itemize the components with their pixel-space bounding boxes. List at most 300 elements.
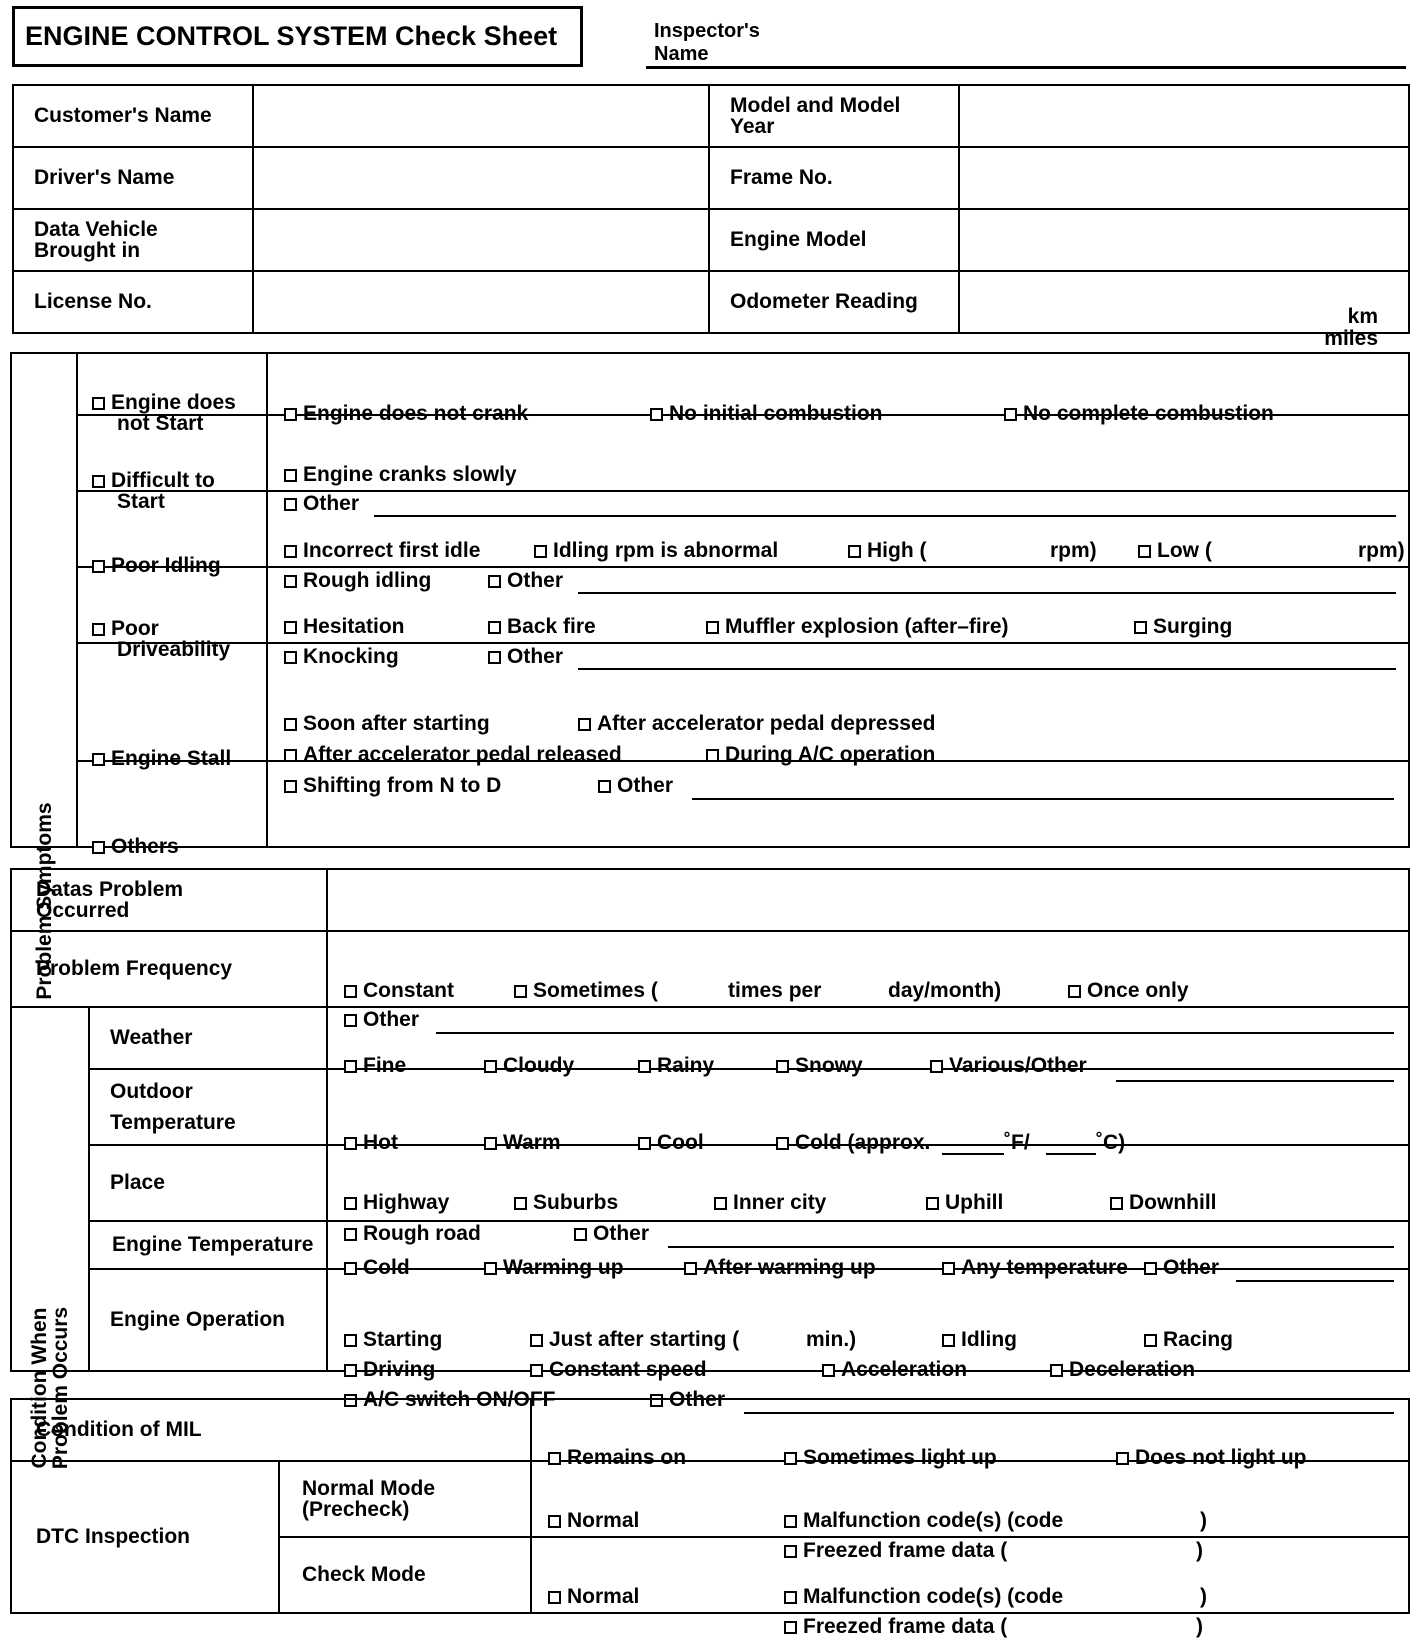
- checkbox[interactable]: [284, 780, 297, 793]
- no-complete-label: No complete combustion: [1023, 402, 1274, 425]
- once-only-option[interactable]: [1068, 977, 1189, 1005]
- downhill-option[interactable]: [1110, 1189, 1217, 1217]
- just-after-label: Just after starting (: [549, 1328, 740, 1351]
- sometimes-light-option[interactable]: [784, 1444, 997, 1472]
- checkbox[interactable]: [514, 1197, 527, 1210]
- data-vehicle-line2: Brought in: [34, 239, 141, 262]
- difficult-start-option[interactable]: [92, 470, 215, 512]
- unit-km: km: [1347, 305, 1378, 328]
- stall-other-option[interactable]: [598, 772, 673, 800]
- checkbox[interactable]: [822, 1364, 835, 1377]
- any-temp-label: Any temperature: [961, 1256, 1128, 1279]
- temp-f-field[interactable]: [942, 1153, 1004, 1155]
- engine-no-start-line2: not Start: [117, 412, 204, 435]
- normal-mode-freezed-close: ): [1196, 1539, 1203, 1562]
- engine-stall-options: [267, 643, 1409, 797]
- outdoor-temp-line2: Temperature: [110, 1111, 236, 1134]
- checkbox[interactable]: [344, 1197, 357, 1210]
- condition-label-line2: Problem Occurs: [49, 1306, 72, 1470]
- deceleration-label: Deceleration: [1069, 1358, 1196, 1381]
- warm-option[interactable]: [484, 1129, 561, 1157]
- uphill-label: Uphill: [945, 1191, 1004, 1214]
- normal-mode-options: [531, 1461, 1409, 1562]
- drive-other-label: Other: [507, 645, 564, 668]
- normal-mode-malfunction-option[interactable]: [784, 1507, 1063, 1535]
- checkbox[interactable]: [650, 408, 663, 421]
- checkbox[interactable]: [92, 560, 105, 573]
- checkbox[interactable]: [92, 623, 105, 636]
- no-initial-option[interactable]: [650, 400, 883, 428]
- cloudy-label: Cloudy: [503, 1054, 575, 1077]
- checkbox[interactable]: [784, 1545, 797, 1558]
- checkbox[interactable]: [684, 1262, 697, 1275]
- vehicle-info-table: [12, 84, 1410, 350]
- engine-cold-option[interactable]: [344, 1254, 410, 1282]
- surging-label: Surging: [1153, 615, 1233, 638]
- muffler-option[interactable]: [706, 613, 1009, 641]
- checkbox[interactable]: [284, 575, 297, 588]
- model-year-field[interactable]: [959, 85, 1409, 147]
- rainy-label: Rainy: [657, 1054, 715, 1077]
- idling-other-field[interactable]: [578, 592, 1396, 594]
- ac-switch-label: A/C switch ON/OFF: [363, 1388, 556, 1411]
- idling-option[interactable]: [942, 1326, 1017, 1354]
- date-occurred-line1: Datas Problem: [36, 878, 184, 901]
- sometimes-light-label: Sometimes light up: [803, 1446, 997, 1469]
- frequency-other-field[interactable]: [436, 1032, 1394, 1034]
- various-label: Various/Other: [949, 1054, 1087, 1077]
- checkbox[interactable]: [514, 985, 527, 998]
- checkbox[interactable]: [714, 1197, 727, 1210]
- checkbox[interactable]: [484, 1060, 497, 1073]
- high-label: High (: [867, 539, 927, 562]
- shifting-label: Shifting from N to D: [303, 774, 502, 797]
- after-pedal-depressed-option[interactable]: [578, 710, 935, 738]
- place-other-option[interactable]: [574, 1220, 649, 1248]
- normal-mode-label: [279, 1461, 531, 1537]
- frequency-other-label: Other: [363, 1008, 420, 1031]
- checkbox[interactable]: [1050, 1364, 1063, 1377]
- checkbox[interactable]: [344, 1262, 357, 1275]
- others-label: Others: [111, 835, 179, 858]
- checkbox[interactable]: [484, 1262, 497, 1275]
- inspector-name-field[interactable]: [646, 66, 1406, 69]
- drive-other-field[interactable]: [578, 668, 1396, 670]
- snowy-label: Snowy: [795, 1054, 863, 1077]
- acceleration-label: Acceleration: [841, 1358, 968, 1381]
- checkbox[interactable]: [92, 841, 105, 854]
- license-no-field[interactable]: [253, 271, 709, 333]
- knocking-option[interactable]: [284, 643, 399, 671]
- just-after-option[interactable]: [530, 1326, 739, 1354]
- racing-option[interactable]: [1144, 1326, 1233, 1354]
- driving-option[interactable]: [344, 1356, 435, 1384]
- checkbox[interactable]: [284, 718, 297, 731]
- poor-driveability-option[interactable]: [92, 618, 230, 660]
- highway-option[interactable]: [344, 1189, 449, 1217]
- problem-symptoms-label: Problem Symptoms: [33, 802, 56, 1000]
- incorrect-first-idle-label: Incorrect first idle: [303, 539, 481, 562]
- checkbox[interactable]: [784, 1452, 797, 1465]
- no-initial-label: No initial combustion: [669, 402, 883, 425]
- weather-options: [327, 1007, 1409, 1077]
- checkbox[interactable]: [598, 780, 611, 793]
- cold-approx-label: Cold (approx.: [795, 1131, 931, 1154]
- various-option[interactable]: [930, 1052, 1087, 1080]
- constant-speed-option[interactable]: [530, 1356, 707, 1384]
- checkbox[interactable]: [776, 1060, 789, 1073]
- back-fire-label: Back fire: [507, 615, 596, 638]
- deg-f-label: ˚F/: [1004, 1131, 1030, 1154]
- others-cell[interactable]: [77, 761, 267, 858]
- idling-abnormal-option[interactable]: [534, 537, 778, 565]
- check-mode-normal-option[interactable]: [548, 1583, 639, 1611]
- checkbox[interactable]: [284, 498, 297, 511]
- frequency-options: [327, 931, 1409, 1031]
- checkbox[interactable]: [344, 1334, 357, 1347]
- checkbox[interactable]: [284, 469, 297, 482]
- low-rpm-option[interactable]: [1138, 537, 1212, 565]
- during-ac-option[interactable]: [706, 741, 935, 769]
- engine-model-label: Engine Model: [709, 209, 959, 271]
- normal-mode-freezed-option[interactable]: [784, 1537, 1007, 1565]
- checkbox[interactable]: [284, 545, 297, 558]
- checkbox[interactable]: [1004, 408, 1017, 421]
- knocking-label: Knocking: [303, 645, 399, 668]
- check-mode-freezed-close: ): [1196, 1615, 1203, 1638]
- checkbox[interactable]: [1068, 985, 1081, 998]
- frequency-other-option[interactable]: [344, 1006, 419, 1034]
- cold-approx-option[interactable]: [776, 1129, 930, 1157]
- no-complete-option[interactable]: [1004, 400, 1274, 428]
- checkbox[interactable]: [344, 985, 357, 998]
- mil-condition-label: Condition of MIL: [11, 1399, 531, 1461]
- engine-stall-label: Engine Stall: [111, 747, 232, 770]
- incorrect-first-idle-option[interactable]: [284, 537, 480, 565]
- problem-symptoms-section: [11, 353, 77, 1000]
- checkbox[interactable]: [92, 475, 105, 488]
- starting-option[interactable]: [344, 1326, 442, 1354]
- checkbox[interactable]: [534, 545, 547, 558]
- data-vehicle-field[interactable]: [253, 209, 709, 271]
- no-crank-label: Engine does not crank: [303, 402, 529, 425]
- poor-idling-label: Poor Idling: [111, 554, 221, 577]
- after-warming-option[interactable]: [684, 1254, 876, 1282]
- customer-name-field[interactable]: [253, 85, 709, 147]
- uphill-option[interactable]: [926, 1189, 1003, 1217]
- poor-idling-option[interactable]: [92, 552, 221, 580]
- frame-no-label: Frame No.: [709, 147, 959, 209]
- checkbox[interactable]: [848, 545, 861, 558]
- date-occurred-label: [11, 869, 327, 931]
- poor-idling-options: [267, 491, 1409, 592]
- checkbox[interactable]: [548, 1515, 561, 1528]
- checkbox[interactable]: [638, 1137, 651, 1150]
- model-year-line2: Year: [730, 115, 775, 138]
- checkbox[interactable]: [1138, 545, 1151, 558]
- checkbox[interactable]: [942, 1262, 955, 1275]
- stall-other-label: Other: [617, 774, 674, 797]
- check-mode-freezed-option[interactable]: [784, 1613, 1007, 1641]
- checkbox[interactable]: [926, 1197, 939, 1210]
- engine-op-options: [327, 1269, 1409, 1411]
- rough-idling-label: Rough idling: [303, 569, 432, 592]
- checkbox[interactable]: [706, 621, 719, 634]
- after-pedal-depressed-label: After accelerator pedal depressed: [597, 712, 936, 735]
- checkbox[interactable]: [92, 753, 105, 766]
- odometer-field[interactable]: [959, 271, 1409, 350]
- place-label: Place: [89, 1145, 327, 1221]
- during-ac-label: During A/C operation: [725, 743, 936, 766]
- normal-mode-line1: Normal Mode: [302, 1477, 436, 1500]
- acceleration-option[interactable]: [822, 1356, 967, 1384]
- times-per-label: times per: [728, 979, 822, 1002]
- poor-driveability-line2: Driveability: [117, 638, 231, 661]
- driving-label: Driving: [363, 1358, 436, 1381]
- normal-mode-malfunction-close: ): [1200, 1509, 1207, 1532]
- check-mode-freezed-label: Freezed frame data (: [803, 1615, 1008, 1638]
- outdoor-temp-label: [89, 1069, 327, 1145]
- data-vehicle-label: [13, 209, 253, 271]
- rough-idling-option[interactable]: [284, 567, 431, 595]
- temp-c-field[interactable]: [1046, 1153, 1096, 1155]
- racing-label: Racing: [1163, 1328, 1234, 1351]
- difficult-start-line1: Difficult to: [111, 469, 215, 492]
- rough-road-option[interactable]: [344, 1220, 481, 1248]
- place-other-field[interactable]: [668, 1246, 1394, 1248]
- odometer-label: Odometer Reading: [709, 271, 959, 333]
- once-only-label: Once only: [1087, 979, 1189, 1002]
- snowy-option[interactable]: [776, 1052, 863, 1080]
- engine-model-field[interactable]: [959, 209, 1409, 271]
- checkbox[interactable]: [284, 749, 297, 762]
- remains-on-label: Remains on: [567, 1446, 687, 1469]
- normal-mode-freezed-label: Freezed frame data (: [803, 1539, 1008, 1562]
- engine-cold-label: Cold: [363, 1256, 410, 1279]
- cranks-slowly-option[interactable]: [284, 461, 517, 489]
- engine-temp-label: Engine Temperature: [89, 1221, 327, 1269]
- checkbox[interactable]: [548, 1452, 561, 1465]
- does-not-light-label: Does not light up: [1135, 1446, 1307, 1469]
- engine-stall-option[interactable]: [92, 745, 231, 773]
- dtc-inspection-label: DTC Inspection: [11, 1461, 279, 1613]
- unit-miles: miles: [1324, 327, 1378, 350]
- cool-label: Cool: [657, 1131, 704, 1154]
- highway-label: Highway: [363, 1191, 450, 1214]
- cloudy-option[interactable]: [484, 1052, 574, 1080]
- weather-label: Weather: [89, 1007, 327, 1069]
- idling-other-label: Other: [507, 569, 564, 592]
- constant-speed-label: Constant speed: [549, 1358, 707, 1381]
- checkbox[interactable]: [574, 1228, 587, 1241]
- checkbox[interactable]: [942, 1334, 955, 1347]
- difficult-other-option[interactable]: [284, 490, 359, 518]
- surging-option[interactable]: [1134, 613, 1232, 641]
- idling-label: Idling: [961, 1328, 1017, 1351]
- fine-option[interactable]: [344, 1052, 406, 1080]
- stall-other-field[interactable]: [692, 798, 1394, 800]
- checkbox[interactable]: [578, 718, 591, 731]
- back-fire-option[interactable]: [488, 613, 596, 641]
- hesitation-label: Hesitation: [303, 615, 405, 638]
- data-vehicle-line1: Data Vehicle: [34, 218, 158, 241]
- checkbox[interactable]: [638, 1060, 651, 1073]
- warming-up-label: Warming up: [503, 1256, 624, 1279]
- model-year-line1: Model and Model: [730, 94, 901, 117]
- mil-options: [531, 1399, 1409, 1469]
- deg-c-label: ˚C): [1096, 1131, 1126, 1154]
- temp-other-field[interactable]: [1236, 1280, 1394, 1282]
- checkbox[interactable]: [488, 575, 501, 588]
- frame-no-field[interactable]: [959, 147, 1409, 209]
- checkbox[interactable]: [776, 1137, 789, 1150]
- constant-option[interactable]: [344, 977, 454, 1005]
- deceleration-option[interactable]: [1050, 1356, 1195, 1384]
- place-other-label: Other: [593, 1222, 650, 1245]
- low-label: Low (: [1157, 539, 1212, 562]
- driver-name-field[interactable]: [253, 147, 709, 209]
- checkbox[interactable]: [1110, 1197, 1123, 1210]
- checkbox[interactable]: [488, 651, 501, 664]
- customer-name-label: Customer's Name: [13, 85, 253, 147]
- poor-driveability-line1: Poor: [111, 617, 159, 640]
- checkbox[interactable]: [344, 1014, 357, 1027]
- model-year-label: [709, 85, 959, 147]
- any-temp-option[interactable]: [942, 1254, 1128, 1282]
- checkbox[interactable]: [530, 1364, 543, 1377]
- checkbox[interactable]: [548, 1591, 561, 1604]
- checkbox[interactable]: [1116, 1452, 1129, 1465]
- checkbox[interactable]: [784, 1621, 797, 1634]
- muffler-label: Muffler explosion (after–fire): [725, 615, 1009, 638]
- hesitation-option[interactable]: [284, 613, 405, 641]
- fine-label: Fine: [363, 1054, 407, 1077]
- check-mode-malfunction-option[interactable]: [784, 1583, 1063, 1611]
- inspector-label: [654, 20, 760, 66]
- checkbox[interactable]: [706, 749, 719, 762]
- normal-mode-line2: (Precheck): [302, 1498, 410, 1521]
- checkbox[interactable]: [930, 1060, 943, 1073]
- hot-option[interactable]: [344, 1129, 398, 1157]
- idling-other-option[interactable]: [488, 567, 563, 595]
- checkbox[interactable]: [530, 1334, 543, 1347]
- checkbox[interactable]: [284, 621, 297, 634]
- suburbs-option[interactable]: [514, 1189, 618, 1217]
- checkbox[interactable]: [784, 1515, 797, 1528]
- others-option[interactable]: [92, 833, 179, 861]
- frequency-label: Problem Frequency: [11, 931, 327, 1007]
- date-occurred-line2: Occurred: [36, 899, 130, 922]
- sometimes-label: Sometimes (: [533, 979, 658, 1002]
- low-rpm-unit: rpm): [1358, 539, 1405, 562]
- poor-driveability-options: [267, 567, 1409, 668]
- condition-label-line1: Condition When: [28, 1307, 51, 1469]
- check-mode-malfunction-close: ): [1200, 1585, 1207, 1608]
- min-label: min.): [806, 1328, 857, 1351]
- checkbox[interactable]: [344, 1060, 357, 1073]
- mil-dtc-table: [10, 1398, 1410, 1638]
- engine-no-start-option[interactable]: [92, 392, 236, 434]
- after-warming-label: After warming up: [703, 1256, 876, 1279]
- normal-mode-malfunction-label: Malfunction code(s) (code: [803, 1509, 1064, 1532]
- engine-op-label: Engine Operation: [89, 1269, 327, 1371]
- various-field[interactable]: [1116, 1080, 1394, 1082]
- cranks-slowly-label: Engine cranks slowly: [303, 463, 517, 486]
- checkbox[interactable]: [484, 1137, 497, 1150]
- condition-section: [11, 1007, 89, 1470]
- checkbox[interactable]: [344, 1364, 357, 1377]
- checkbox[interactable]: [1144, 1334, 1157, 1347]
- does-not-light-option[interactable]: [1116, 1444, 1306, 1472]
- sometimes-option[interactable]: [514, 977, 658, 1005]
- outdoor-temp-line1: Outdoor: [110, 1080, 193, 1103]
- temp-other-option[interactable]: [1144, 1254, 1219, 1282]
- hot-label: Hot: [363, 1131, 398, 1154]
- idling-abnormal-label: Idling rpm is abnormal: [553, 539, 779, 562]
- normal-mode-normal-label: Normal: [567, 1509, 640, 1532]
- day-month-label: day/month): [888, 979, 1002, 1002]
- license-no-label: License No.: [13, 271, 253, 333]
- downhill-label: Downhill: [1129, 1191, 1217, 1214]
- engine-no-start-options: [267, 353, 1409, 425]
- difficult-other-label: Other: [303, 492, 360, 515]
- high-rpm-option[interactable]: [848, 537, 926, 565]
- cool-option[interactable]: [638, 1129, 704, 1157]
- drive-other-option[interactable]: [488, 643, 563, 671]
- check-mode-label: Check Mode: [279, 1537, 531, 1613]
- checkbox[interactable]: [784, 1591, 797, 1604]
- op-other-label: Other: [669, 1388, 726, 1411]
- starting-label: Starting: [363, 1328, 443, 1351]
- rough-road-label: Rough road: [363, 1222, 481, 1245]
- after-pedal-released-label: After accelerator pedal released: [303, 743, 622, 766]
- rainy-option[interactable]: [638, 1052, 714, 1080]
- inspector-label-line2: Name: [654, 43, 709, 65]
- constant-label: Constant: [363, 979, 454, 1002]
- difficult-other-field[interactable]: [374, 515, 1396, 517]
- soon-after-option[interactable]: [284, 710, 490, 738]
- engine-no-start-line1: Engine does: [111, 391, 236, 414]
- no-crank-option[interactable]: [284, 400, 528, 428]
- engine-temp-options: [327, 1221, 1409, 1279]
- date-occurred-field[interactable]: [327, 869, 1409, 931]
- inspector-label-line1: Inspector's: [654, 20, 760, 42]
- temp-other-label: Other: [1163, 1256, 1220, 1279]
- checkbox[interactable]: [1134, 621, 1147, 634]
- inner-city-option[interactable]: [714, 1189, 826, 1217]
- inner-city-label: Inner city: [733, 1191, 827, 1214]
- checkbox[interactable]: [344, 1137, 357, 1150]
- warming-up-option[interactable]: [484, 1254, 624, 1282]
- checkbox[interactable]: [284, 651, 297, 664]
- soon-after-label: Soon after starting: [303, 712, 490, 735]
- normal-mode-normal-option[interactable]: [548, 1507, 639, 1535]
- after-pedal-released-option[interactable]: [284, 741, 622, 769]
- shifting-option[interactable]: [284, 772, 501, 800]
- remains-on-option[interactable]: [548, 1444, 686, 1472]
- driver-name-label: Driver's Name: [13, 147, 253, 209]
- difficult-start-line2: Start: [117, 490, 165, 513]
- page-title: ENGINE CONTROL SYSTEM Check Sheet: [12, 6, 583, 67]
- warm-label: Warm: [503, 1131, 561, 1154]
- checkbox[interactable]: [1144, 1262, 1157, 1275]
- checkbox[interactable]: [284, 408, 297, 421]
- checkbox[interactable]: [344, 1228, 357, 1241]
- engine-no-start-cell[interactable]: [77, 353, 267, 435]
- checkbox[interactable]: [92, 397, 105, 410]
- suburbs-label: Suburbs: [533, 1191, 619, 1214]
- checkbox[interactable]: [488, 621, 501, 634]
